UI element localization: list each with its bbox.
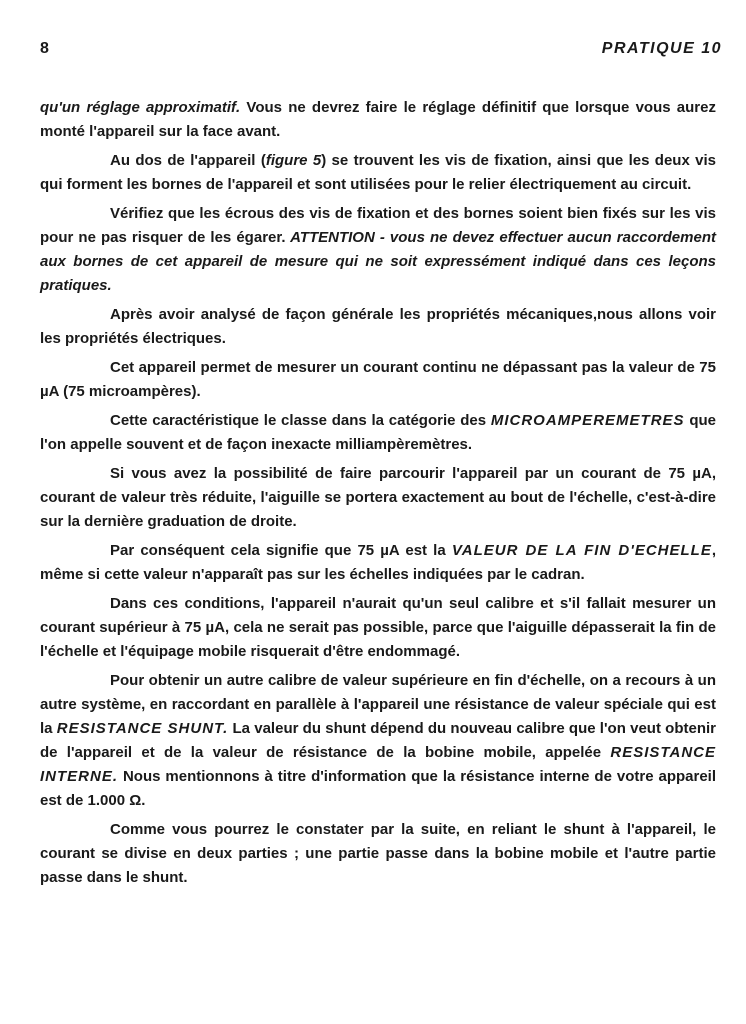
- text-segment: Si vous avez la possibilité de faire parcourir l'appareil par un courant de 75 µA, courant de valeur très réduite, l'aiguille se portera exactement au bout de l'échelle, c'est-à-dire sur la dernière graduation de droite.: [40, 465, 716, 530]
- emphasis-text: figure 5: [265, 152, 322, 169]
- text-segment: Au dos de l'appareil (: [110, 152, 266, 169]
- paragraph: [40, 539, 716, 587]
- page-header: [40, 36, 722, 66]
- running-title: PRATIQUE 10: [601, 40, 722, 57]
- paragraph: [40, 592, 716, 664]
- body-text: [40, 96, 716, 890]
- emphasis-text: RESISTANCE INTERNE.: [40, 744, 716, 785]
- paragraph: [40, 669, 716, 813]
- text-segment: ) se trouvent les vis de fixation, ainsi que les deux vis qui forment les bornes de l'appareil et sont utilisées pour le relier électriquement au circuit.: [40, 152, 717, 193]
- paragraph: [40, 96, 716, 144]
- page-number: 8: [40, 40, 49, 57]
- text-segment: Vous ne devrez faire le réglage définitif que lorsque vous aurez monté l'appareil sur la face avant.: [40, 99, 716, 140]
- text-segment: La valeur du shunt dépend du nouveau calibre que l'on veut obtenir de l'appareil et de la valeur de résistance de la bobine mobile, appelée: [40, 720, 717, 761]
- text-segment: , même si cette valeur n'apparaît pas sur les échelles indiquées par le cadran.: [40, 542, 716, 583]
- paragraph: [40, 818, 716, 890]
- paragraph: [40, 202, 716, 298]
- text-segment: que l'on appelle souvent et de façon inexacte milliampèremètres.: [40, 412, 716, 453]
- text-segment: Après avoir analysé de façon générale les propriétés mécaniques,nous allons voir les propriétés électriques.: [40, 306, 716, 347]
- text-segment: Par conséquent cela signifie que 75 µA est la: [110, 542, 452, 559]
- paragraph: [40, 303, 716, 351]
- text-segment: Cette caractéristique le classe dans la catégorie des: [110, 412, 491, 429]
- emphasis-text: VALEUR DE LA FIN D'ECHELLE: [451, 542, 712, 559]
- text-segment: Nous mentionnons à titre d'information que la résistance interne de votre appareil est de 1.000 Ω.: [40, 768, 716, 809]
- paragraph: [40, 409, 716, 457]
- paragraph: [40, 149, 716, 197]
- paragraph: [40, 356, 716, 404]
- text-segment: Comme vous pourrez le constater par la suite, en reliant le shunt à l'appareil, le courant se divise en deux parties ; une partie passe dans la bobine mobile et l'autre partie passe dans le shunt.: [40, 821, 716, 886]
- text-segment: Vérifiez que les écrous des vis de fixation et des bornes soient bien fixés sur les vis pour ne pas risquer de les égarer.: [40, 205, 716, 246]
- text-segment: Cet appareil permet de mesurer un courant continu ne dépassant pas la valeur de 75 µA (75 microampères).: [40, 359, 716, 400]
- paragraph: [40, 462, 716, 534]
- emphasis-text: MICROAMPEREMETRES: [490, 412, 685, 429]
- emphasis-text: RESISTANCE SHUNT.: [56, 720, 229, 737]
- text-segment: Pour obtenir un autre calibre de valeur supérieure en fin d'échelle, on a recours à un autre système, en raccordant en parallèle à l'appareil une résistance de valeur spéciale qui est la: [40, 672, 716, 737]
- document-page: [40, 36, 722, 895]
- text-segment: Dans ces conditions, l'appareil n'aurait qu'un seul calibre et s'il fallait mesurer un courant supérieur à 75 µA, cela ne serait pas possible, parce que l'aiguille dépasserait la fin de l'échelle et l'équipage mobile risquerait d'être endommagé.: [40, 595, 716, 660]
- emphasis-text: qu'un réglage approximatif.: [40, 99, 241, 116]
- emphasis-text: ATTENTION - vous ne devez effectuer aucun raccordement aux bornes de cet appareil de mesure qui ne soit expressément indiqué dans ces leçons pratiques.: [40, 229, 716, 294]
